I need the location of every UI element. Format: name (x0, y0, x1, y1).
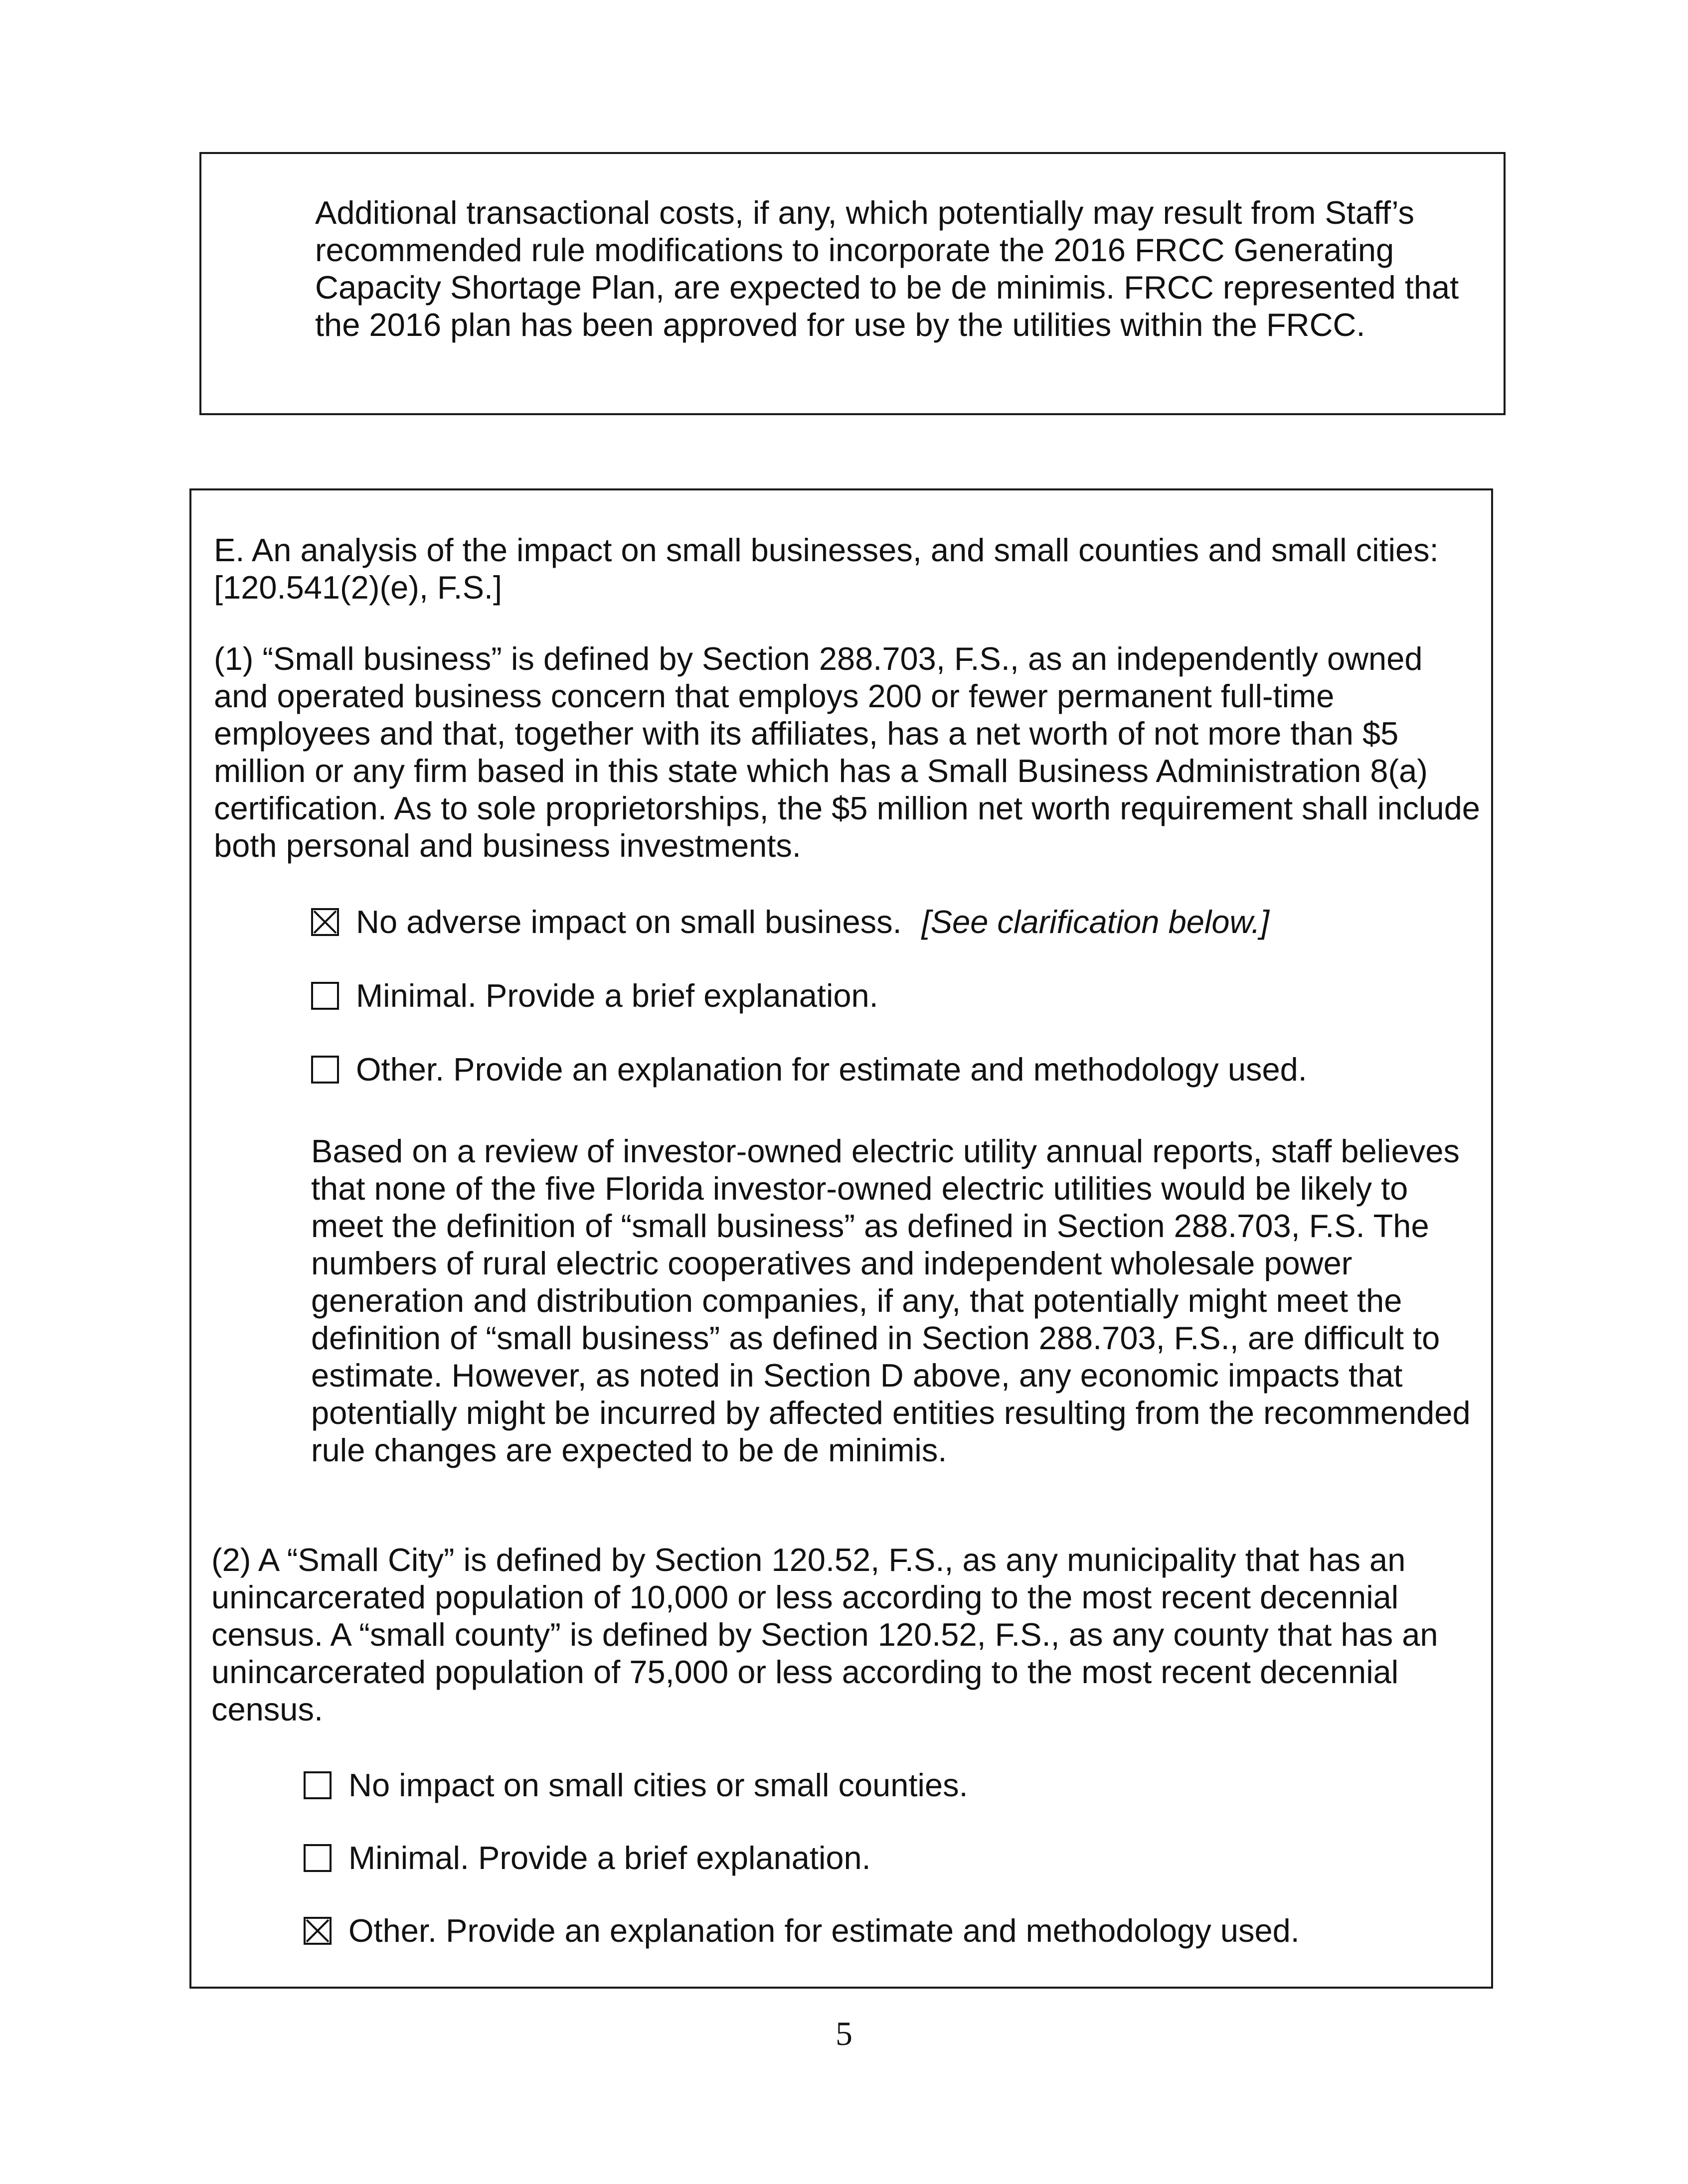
unchecked-checkbox-icon[interactable] (311, 982, 339, 1010)
page-number: 5 (836, 2015, 852, 2052)
small-business-option-other (311, 1051, 1307, 1088)
small-city-option-no-impact (304, 1766, 968, 1804)
small-city-option-other (304, 1912, 1300, 1949)
unchecked-checkbox-icon[interactable] (304, 1771, 332, 1799)
small-business-explanation: Based on a review of investor-owned electric utility annual reports, staff believes that none of the five Florida investor-owned electric utilities would be likely to meet the definition of “small business” as defined in Section 288.703, F.S. The numbers of rural electric cooperatives and independent wholesale power generation and distribution companies, if any, that potentially might meet the definition of “small business” as defined in Section 288.703, F.S., are difficult to estimate. However, as noted in Section D above, any economic impacts that potentially might be incurred by affected entities resulting from the recommended rule changes are expected to be de minimis. (311, 1133, 1471, 1468)
option-note: [See clarification below.] (921, 904, 1269, 940)
transactional-costs-text: Additional transactional costs, if any, which potentially may result from Staff’s recommended rule modifications to incorporate the 2016 FRCC Generating Capacity Shortage Plan, are expected to be de minimis. FRCC represented that the 2016 plan has been approved for use by the utilities within the FRCC. (315, 194, 1459, 343)
small-city-option-minimal (304, 1839, 871, 1876)
option-label: Minimal. Provide a brief explanation. (348, 1840, 871, 1876)
small-business-option-minimal (311, 977, 878, 1014)
option-label: Other. Provide an explanation for estimate and methodology used. (356, 1051, 1307, 1088)
checked-checkbox-icon[interactable] (311, 908, 339, 936)
small-business-option-no-adverse-impact (311, 903, 1269, 940)
option-label: No impact on small cities or small counties. (348, 1767, 968, 1803)
small-city-county-definition: (2) A “Small City” is defined by Section 120.52, F.S., as any municipality that has an unincarcerated population of 10,000 or less according to the most recent decennial census. A “small county” is defined by Section 120.52, F.S., as any county that has an unincarcerated population of 75,000 or less according to the most recent decennial census. (211, 1542, 1438, 1727)
unchecked-checkbox-icon[interactable] (311, 1056, 339, 1084)
small-entities-impact-box (189, 488, 1493, 1989)
option-label: Minimal. Provide a brief explanation. (356, 977, 878, 1014)
checked-checkbox-icon[interactable] (304, 1917, 332, 1945)
option-label: Other. Provide an explanation for estimate and methodology used. (348, 1912, 1300, 1949)
small-business-definition: (1) “Small business” is defined by Section 288.703, F.S., as an independently owned and operated business concern that employs 200 or fewer permanent full-time employees and that, together with its affiliates, has a net worth of not more than $5 million or any firm based in this state which has a Small Business Administration 8(a) certification. As to sole proprietorships, the $5 million net worth requirement shall include both personal and business investments. (214, 640, 1480, 864)
section-e-heading: E. An analysis of the impact on small businesses, and small counties and small cities: [120.541(2)(e), F.S.] (214, 532, 1439, 606)
option-label: No adverse impact on small business. (356, 904, 902, 940)
transactional-costs-box (199, 152, 1506, 415)
unchecked-checkbox-icon[interactable] (304, 1844, 332, 1872)
